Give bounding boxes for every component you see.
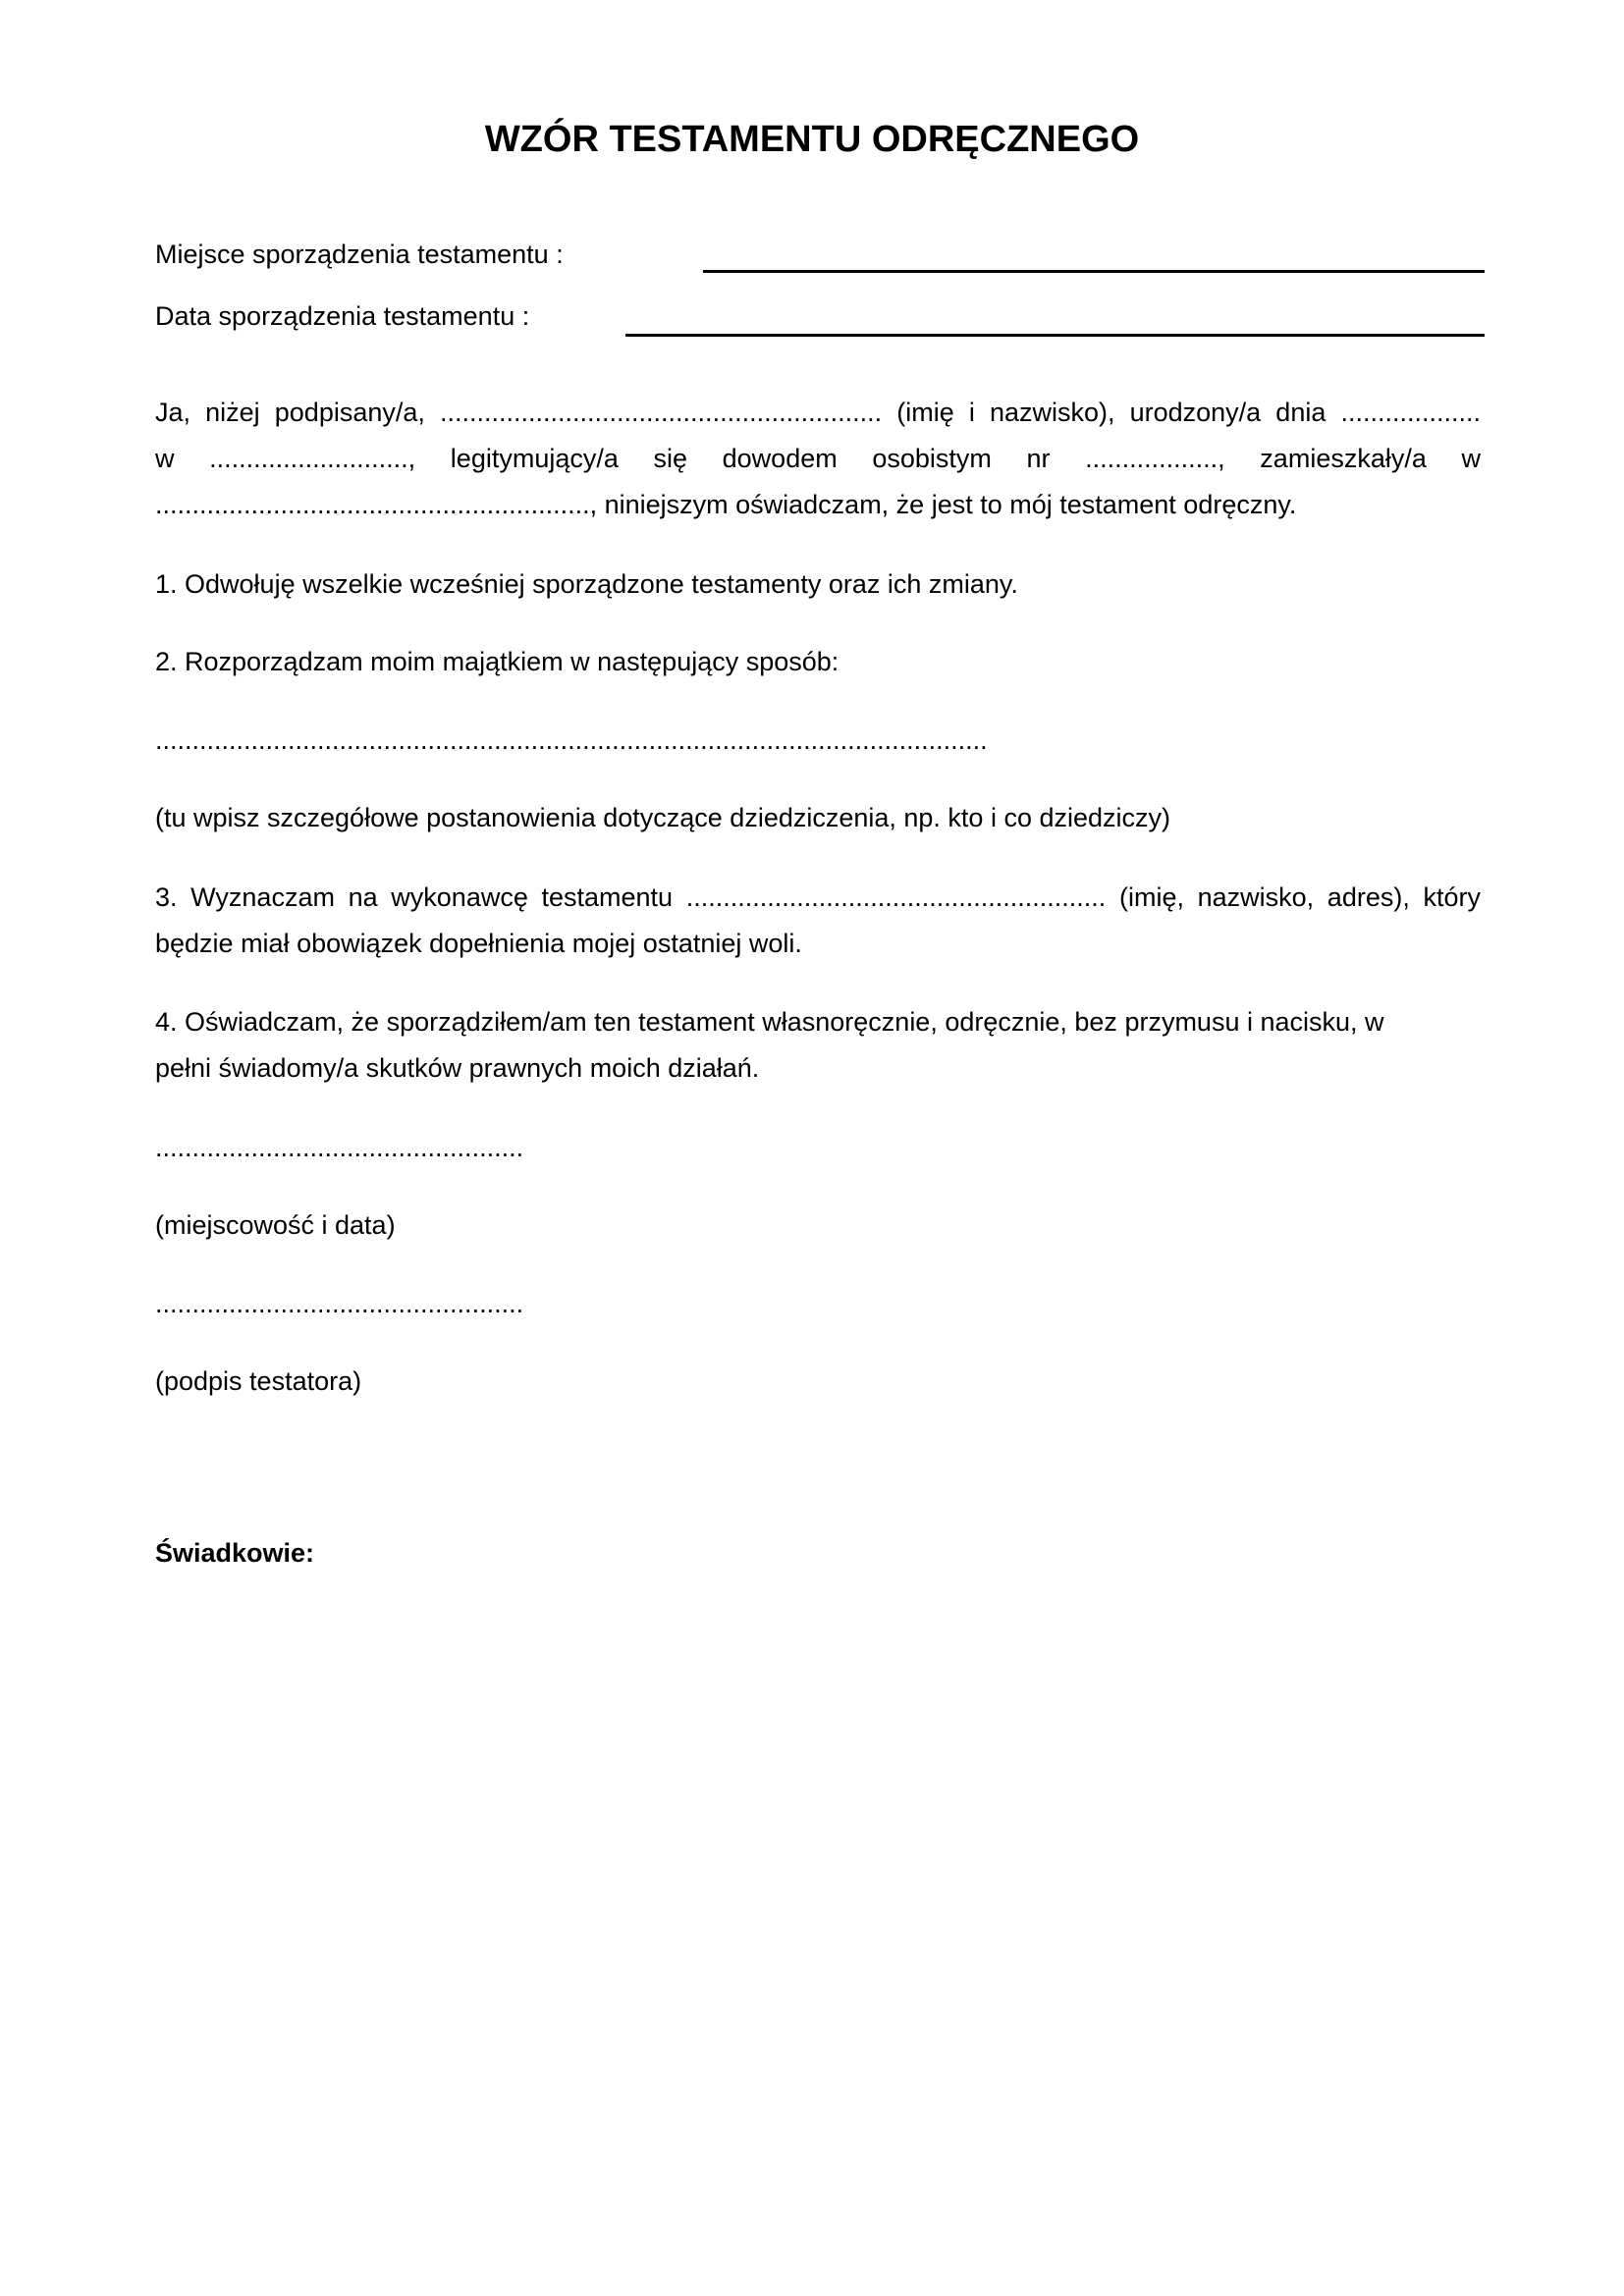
- intro-paragraph: [155, 390, 1481, 528]
- place-date-caption: (miejscowość i data): [155, 1210, 396, 1240]
- place-date-dots: ..................................................: [155, 1133, 524, 1162]
- date-label: Data sporządzenia testamentu :: [155, 301, 530, 331]
- place-input-line[interactable]: [703, 270, 1485, 273]
- intro-line: w ..........................., legitymujący/a się dowodem osobistym nr .................., zamieszkały/a w: [155, 444, 1481, 473]
- place-label: Miejsce sporządzenia testamentu :: [155, 240, 564, 269]
- signature-caption: (podpis testatora): [155, 1366, 362, 1396]
- signature-dots: ..................................................: [155, 1289, 524, 1318]
- date-input-line[interactable]: [625, 334, 1485, 337]
- document-title: WZÓR TESTAMENTU ODRĘCZNEGO: [484, 119, 1140, 160]
- intro-line: Ja, niżej podpisany/a, ............................................................ (imię i nazwisko), urodzony/a dnia ...................: [155, 398, 1481, 427]
- item-4-line: pełni świadomy/a skutków prawnych moich działań.: [155, 1053, 760, 1083]
- intro-line: ..........................................................., niniejszym oświadczam, że jest to mój testament odręczny.: [155, 490, 1297, 519]
- item-3-line: będzie miał obowiązek dopełnienia mojej ostatniej woli.: [155, 929, 802, 958]
- item-4: [155, 999, 1481, 1092]
- witnesses-heading: Świadkowie:: [155, 1538, 315, 1568]
- item-2: 2. Rozporządzam moim majątkiem w następujący sposób:: [155, 647, 839, 676]
- item-4-line: 4. Oświadczam, że sporządziłem/am ten testament własnoręcznie, odręcznie, bez przymusu i nacisku, w: [155, 1007, 1384, 1037]
- item-2-dots: .................................................................................................................: [155, 725, 988, 755]
- item-3-line: 3. Wyznaczam na wykonawcę testamentu ......................................................... (imię, nazwisko, adres), który: [155, 882, 1481, 912]
- item-1: 1. Odwołuję wszelkie wcześniej sporządzone testamenty oraz ich zmiany.: [155, 569, 1018, 599]
- item-2-hint: (tu wpisz szczegółowe postanowienia dotyczące dziedziczenia, np. kto i co dziedziczy): [155, 803, 1171, 832]
- item-3: [155, 875, 1481, 967]
